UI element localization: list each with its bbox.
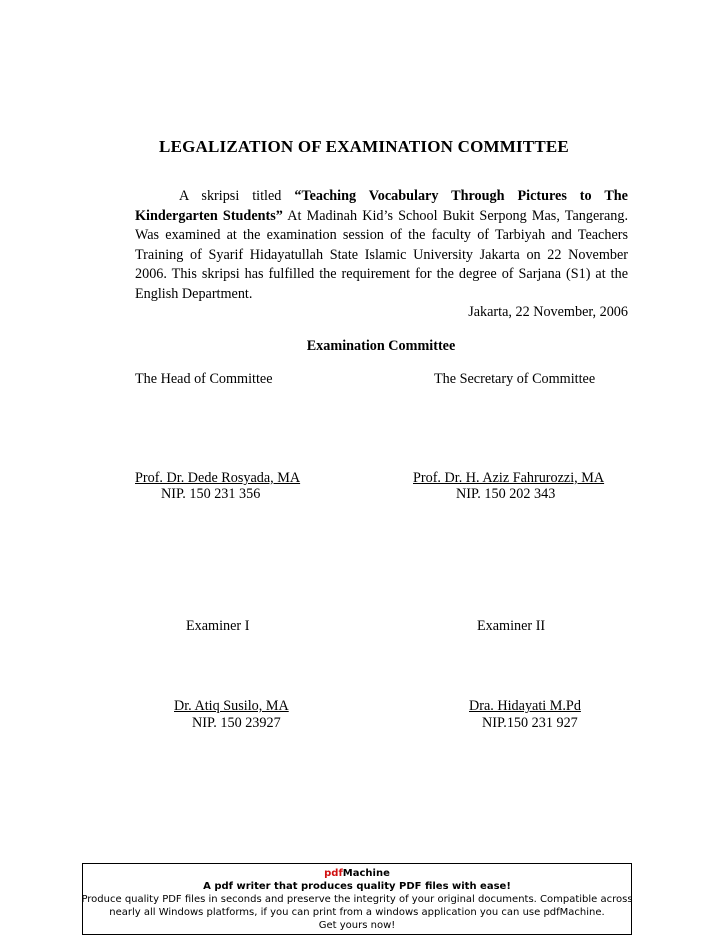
examiner-1-name: Dr. Atiq Susilo, MA xyxy=(174,698,289,714)
paragraph-intro: A skripsi titled xyxy=(179,188,295,204)
date-line: Jakarta, 22 November, 2006 xyxy=(468,304,628,320)
examiner-2-name: Dra. Hidayati M.Pd xyxy=(469,698,581,714)
examiner-2-role: Examiner II xyxy=(477,618,546,634)
brand-machine: Machine xyxy=(342,868,390,879)
footer-description: Produce quality PDF files in seconds and preserve the integrity of your original documents. Compatible across nearly all Windows platforms, if you can print from a windows application you can use pdfMachine. xyxy=(81,894,633,918)
examiner-1-role: Examiner I xyxy=(186,618,250,634)
examiner-2-nip: NIP.150 231 927 xyxy=(482,715,578,731)
pdfmachine-footer-box xyxy=(82,863,632,935)
examiner-1-nip: NIP. 150 23927 xyxy=(192,715,281,731)
committee-heading: Examination Committee xyxy=(306,338,456,354)
head-name: Prof. Dr. Dede Rosyada, MA xyxy=(135,470,301,486)
secretary-name: Prof. Dr. H. Aziz Fahrurozzi, MA xyxy=(413,470,605,486)
head-nip: NIP. 150 231 356 xyxy=(161,486,261,502)
secretary-nip: NIP. 150 202 343 xyxy=(456,486,556,502)
paragraph-body: At Madinah Kid’s School Bukit Serpong Mas, Tangerang. Was examined at the examination session of the faculty of Tarbiyah and Teachers Training of Syarif Hidayatullah State Islamic University Jakarta on 22 November 2006. This skripsi has fulfilled the requirement for the degree of Sarjana (S1) at the English Department. xyxy=(135,207,629,302)
skripsi-title: “Teaching Vocabulary Through Pictures to The Kindergarten Students” xyxy=(135,188,628,224)
legalization-paragraph xyxy=(135,187,628,305)
footer-tagline: A pdf writer that produces quality PDF files with ease! xyxy=(203,881,511,892)
pdfmachine-logo xyxy=(83,867,631,880)
footer-cta: Get yours now! xyxy=(318,920,396,931)
page-title: LEGALIZATION OF EXAMINATION COMMITTEE xyxy=(159,137,569,156)
secretary-role: The Secretary of Committee xyxy=(434,371,596,387)
brand-pdf: pdf xyxy=(324,868,343,879)
head-role: The Head of Committee xyxy=(135,371,273,387)
